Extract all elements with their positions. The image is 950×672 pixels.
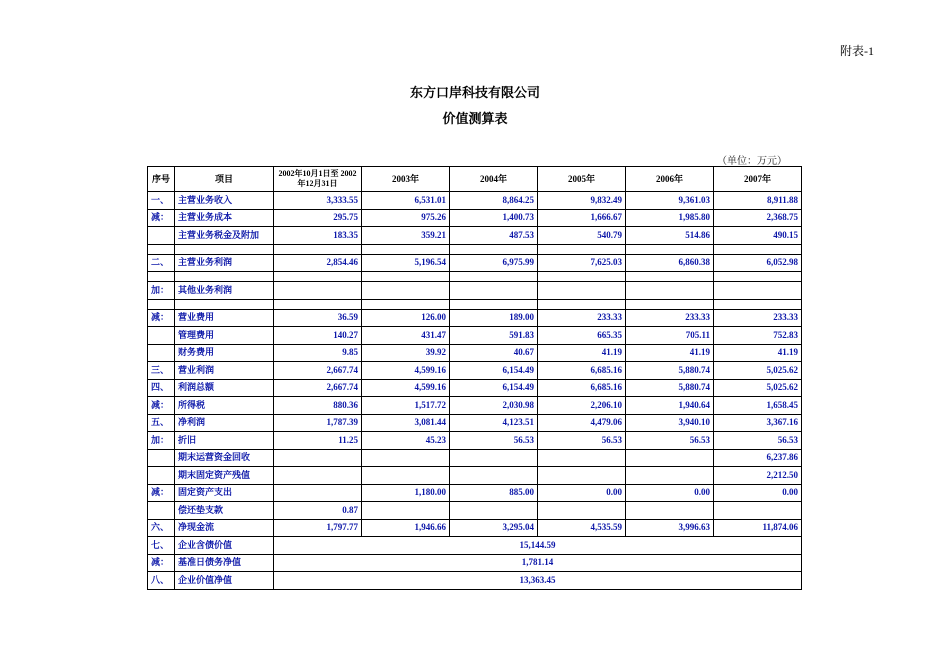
value-cell: 3,367.16	[714, 414, 802, 432]
table-title: 价值测算表	[442, 111, 508, 126]
row-label: 净现金流	[175, 519, 274, 537]
row-seq: 减：	[148, 484, 175, 502]
value-cell: 0.00	[538, 484, 626, 502]
value-cell: 1,787.39	[274, 414, 362, 432]
empty-cell	[148, 299, 175, 309]
value-cell: 41.19	[538, 344, 626, 362]
value-cell: 4,123.51	[450, 414, 538, 432]
value-cell	[538, 282, 626, 300]
value-cell: 233.33	[714, 309, 802, 327]
row-seq: 七、	[148, 537, 175, 555]
table-row	[148, 282, 802, 300]
row-seq: 六、	[148, 519, 175, 537]
value-cell: 41.19	[714, 344, 802, 362]
value-cell: 8,911.88	[714, 192, 802, 210]
row-label: 主营业务税金及附加	[175, 227, 274, 245]
header-2004: 2004年	[450, 167, 538, 192]
value-cell: 4,599.16	[362, 379, 450, 397]
row-seq: 减：	[148, 554, 175, 572]
table-body	[148, 192, 802, 590]
merged-value-cell: 1,781.14	[274, 554, 802, 572]
value-cell: 880.36	[274, 397, 362, 415]
empty-cell	[175, 272, 274, 282]
empty-cell	[626, 272, 714, 282]
value-cell: 36.59	[274, 309, 362, 327]
empty-cell	[362, 244, 450, 254]
row-label: 折旧	[175, 432, 274, 450]
empty-cell	[274, 272, 362, 282]
table-row	[148, 227, 802, 245]
empty-cell	[175, 299, 274, 309]
value-cell: 6,052.98	[714, 254, 802, 272]
table-row	[148, 467, 802, 485]
blank-row	[148, 244, 802, 254]
page-reference: 附表-1	[840, 44, 874, 58]
row-seq	[148, 227, 175, 245]
empty-cell	[148, 272, 175, 282]
row-label: 净利润	[175, 414, 274, 432]
value-cell: 126.00	[362, 309, 450, 327]
value-cell	[538, 449, 626, 467]
value-cell: 0.00	[714, 484, 802, 502]
row-label: 营业利润	[175, 362, 274, 380]
value-cell: 1,797.77	[274, 519, 362, 537]
row-label: 主营业务利润	[175, 254, 274, 272]
value-cell: 3,996.63	[626, 519, 714, 537]
value-cell: 183.35	[274, 227, 362, 245]
value-cell: 6,154.49	[450, 362, 538, 380]
value-cell: 6,860.38	[626, 254, 714, 272]
value-cell: 705.11	[626, 327, 714, 345]
empty-cell	[538, 299, 626, 309]
merged-value-cell: 13,363.45	[274, 572, 802, 590]
value-cell: 189.00	[450, 309, 538, 327]
value-cell: 5,880.74	[626, 362, 714, 380]
value-cell	[714, 502, 802, 520]
table-row	[148, 344, 802, 362]
empty-cell	[538, 244, 626, 254]
row-label: 管理费用	[175, 327, 274, 345]
table-row	[148, 379, 802, 397]
value-cell	[274, 449, 362, 467]
value-cell: 1,946.66	[362, 519, 450, 537]
value-cell: 1,517.72	[362, 397, 450, 415]
empty-cell	[714, 244, 802, 254]
empty-cell	[626, 244, 714, 254]
row-label: 企业价值净值	[175, 572, 274, 590]
row-label: 固定资产支出	[175, 484, 274, 502]
value-cell: 487.53	[450, 227, 538, 245]
value-cell: 2,206.10	[538, 397, 626, 415]
value-cell	[714, 282, 802, 300]
value-cell: 295.75	[274, 209, 362, 227]
row-seq: 一、	[148, 192, 175, 210]
row-seq	[148, 344, 175, 362]
value-cell: 6,975.99	[450, 254, 538, 272]
value-cell	[538, 467, 626, 485]
value-cell: 2,030.98	[450, 397, 538, 415]
value-cell: 490.15	[714, 227, 802, 245]
header-seq: 序号	[148, 167, 175, 192]
merged-value-cell: 15,144.59	[274, 537, 802, 555]
row-seq: 加：	[148, 282, 175, 300]
empty-cell	[274, 244, 362, 254]
value-cell: 3,333.55	[274, 192, 362, 210]
value-cell	[450, 502, 538, 520]
value-cell: 3,081.44	[362, 414, 450, 432]
value-cell: 540.79	[538, 227, 626, 245]
value-cell: 56.53	[450, 432, 538, 450]
table-row	[148, 449, 802, 467]
row-seq: 五、	[148, 414, 175, 432]
value-cell: 9.85	[274, 344, 362, 362]
row-seq: 四、	[148, 379, 175, 397]
empty-cell	[450, 244, 538, 254]
table-row	[148, 362, 802, 380]
unit-note: （单位：万元）	[717, 156, 787, 167]
value-cell	[362, 449, 450, 467]
value-cell: 1,658.45	[714, 397, 802, 415]
value-cell: 665.35	[538, 327, 626, 345]
value-cell	[626, 502, 714, 520]
value-cell	[626, 467, 714, 485]
value-cell: 6,154.49	[450, 379, 538, 397]
value-cell	[362, 282, 450, 300]
row-label: 期末运营资金回收	[175, 449, 274, 467]
value-cell: 9,832.49	[538, 192, 626, 210]
header-item: 项目	[175, 167, 274, 192]
value-cell: 6,685.16	[538, 362, 626, 380]
table-row	[148, 192, 802, 210]
header-2006: 2006年	[626, 167, 714, 192]
empty-cell	[175, 244, 274, 254]
value-cell	[274, 282, 362, 300]
empty-cell	[362, 299, 450, 309]
blank-row	[148, 299, 802, 309]
valuation-table	[147, 166, 802, 590]
value-cell: 1,180.00	[362, 484, 450, 502]
value-cell	[450, 449, 538, 467]
value-cell: 591.83	[450, 327, 538, 345]
table-row	[148, 537, 802, 555]
value-cell	[274, 484, 362, 502]
empty-cell	[626, 299, 714, 309]
value-cell: 7,625.03	[538, 254, 626, 272]
value-cell: 4,535.59	[538, 519, 626, 537]
value-cell	[538, 502, 626, 520]
row-seq	[148, 502, 175, 520]
row-seq: 减：	[148, 309, 175, 327]
value-cell: 975.26	[362, 209, 450, 227]
value-cell: 4,479.06	[538, 414, 626, 432]
value-cell: 45.23	[362, 432, 450, 450]
table-row	[148, 572, 802, 590]
table-row	[148, 554, 802, 572]
value-cell: 41.19	[626, 344, 714, 362]
empty-cell	[714, 299, 802, 309]
value-cell: 5,025.62	[714, 379, 802, 397]
table-row	[148, 484, 802, 502]
row-seq: 加：	[148, 432, 175, 450]
row-seq	[148, 327, 175, 345]
value-cell: 2,667.74	[274, 379, 362, 397]
value-cell: 514.86	[626, 227, 714, 245]
row-label: 主营业务收入	[175, 192, 274, 210]
row-seq: 减：	[148, 209, 175, 227]
table-row	[148, 309, 802, 327]
value-cell: 0.87	[274, 502, 362, 520]
blank-row	[148, 272, 802, 282]
value-cell: 885.00	[450, 484, 538, 502]
value-cell: 56.53	[714, 432, 802, 450]
empty-cell	[450, 272, 538, 282]
row-seq: 八、	[148, 572, 175, 590]
value-cell: 4,599.16	[362, 362, 450, 380]
row-label: 财务费用	[175, 344, 274, 362]
value-cell: 2,368.75	[714, 209, 802, 227]
value-cell: 3,295.04	[450, 519, 538, 537]
row-seq	[148, 449, 175, 467]
value-cell: 6,531.01	[362, 192, 450, 210]
value-cell: 431.47	[362, 327, 450, 345]
row-label: 基准日债务净值	[175, 554, 274, 572]
empty-cell	[538, 272, 626, 282]
row-label: 期末固定资产残值	[175, 467, 274, 485]
row-label: 偿还垫支款	[175, 502, 274, 520]
table-row	[148, 209, 802, 227]
table-row	[148, 254, 802, 272]
header-2005: 2005年	[538, 167, 626, 192]
empty-cell	[274, 299, 362, 309]
value-cell: 233.33	[538, 309, 626, 327]
value-cell: 9,361.03	[626, 192, 714, 210]
header-2003: 2003年	[362, 167, 450, 192]
table-row	[148, 327, 802, 345]
value-cell: 2,667.74	[274, 362, 362, 380]
value-cell: 1,400.73	[450, 209, 538, 227]
table-row	[148, 519, 802, 537]
value-cell: 5,880.74	[626, 379, 714, 397]
value-cell: 1,666.67	[538, 209, 626, 227]
value-cell	[450, 282, 538, 300]
value-cell: 6,685.16	[538, 379, 626, 397]
row-label: 利润总额	[175, 379, 274, 397]
value-cell: 0.00	[626, 484, 714, 502]
empty-cell	[148, 244, 175, 254]
row-label: 所得税	[175, 397, 274, 415]
value-cell: 140.27	[274, 327, 362, 345]
table-row	[148, 432, 802, 450]
value-cell: 1,940.64	[626, 397, 714, 415]
empty-cell	[714, 272, 802, 282]
value-cell: 3,940.10	[626, 414, 714, 432]
header-period1: 2002年10月1日至 2002年12月31日	[274, 167, 362, 192]
row-seq: 减：	[148, 397, 175, 415]
empty-cell	[450, 299, 538, 309]
row-seq: 二、	[148, 254, 175, 272]
table-row	[148, 397, 802, 415]
value-cell	[626, 282, 714, 300]
empty-cell	[362, 272, 450, 282]
table-row	[148, 502, 802, 520]
row-seq: 三、	[148, 362, 175, 380]
value-cell	[626, 449, 714, 467]
value-cell: 11.25	[274, 432, 362, 450]
value-cell: 8,864.25	[450, 192, 538, 210]
value-cell: 6,237.86	[714, 449, 802, 467]
value-cell: 39.92	[362, 344, 450, 362]
value-cell: 40.67	[450, 344, 538, 362]
value-cell: 5,196.54	[362, 254, 450, 272]
value-cell: 1,985.80	[626, 209, 714, 227]
value-cell	[274, 467, 362, 485]
value-cell: 56.53	[538, 432, 626, 450]
value-cell: 233.33	[626, 309, 714, 327]
value-cell	[362, 502, 450, 520]
header-2007: 2007年	[714, 167, 802, 192]
value-cell: 11,874.06	[714, 519, 802, 537]
value-cell: 5,025.62	[714, 362, 802, 380]
company-title: 东方口岸科技有限公司	[409, 85, 540, 100]
row-label: 企业含债价值	[175, 537, 274, 555]
value-cell: 752.83	[714, 327, 802, 345]
table-row	[148, 414, 802, 432]
header-row	[148, 167, 802, 192]
value-cell: 2,854.46	[274, 254, 362, 272]
value-cell	[450, 467, 538, 485]
row-label: 主营业务成本	[175, 209, 274, 227]
row-seq	[148, 467, 175, 485]
row-label: 营业费用	[175, 309, 274, 327]
value-cell: 2,212.50	[714, 467, 802, 485]
value-cell: 359.21	[362, 227, 450, 245]
row-label: 其他业务利润	[175, 282, 274, 300]
value-cell	[362, 467, 450, 485]
value-cell: 56.53	[626, 432, 714, 450]
